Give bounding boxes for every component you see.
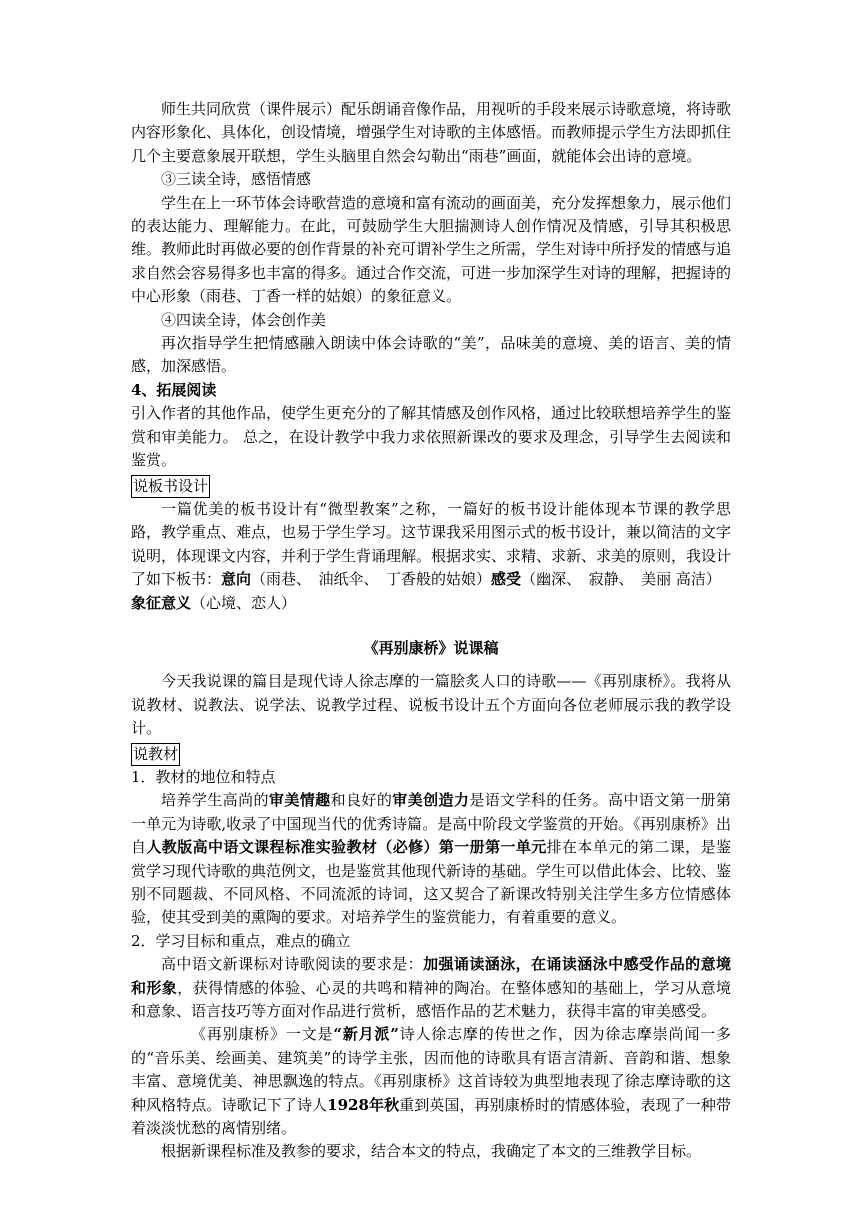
step3-heading: ③三读全诗，感悟情感 bbox=[161, 170, 312, 189]
sub1-body bbox=[131, 789, 731, 929]
sub2-text-a: 高中语文新课标对诗歌阅读的要求是： bbox=[161, 955, 424, 974]
sub1-heading: 1．教材的地位和特点 bbox=[131, 767, 276, 786]
step4-heading: ④四读全诗，体会创作美 bbox=[161, 310, 327, 329]
section4-heading: 4、拓展阅读 bbox=[131, 380, 217, 399]
sub1-text-c: 和良好的 bbox=[330, 791, 393, 810]
sub2-text-c: ，获得情感的体验、心灵的共鸣和精神的陶冶。在整体感知的基础上，学习从意境和意象、语言技巧等方面对作品进行赏析，感悟作品的艺术魅力，获得丰富的审美感受。 bbox=[131, 978, 731, 1021]
sub2-text-d: 《再别康桥》一文是 bbox=[191, 1025, 334, 1044]
sub2-body-2 bbox=[131, 1023, 731, 1140]
board-value-symbolism: （心境、恋人） bbox=[191, 593, 297, 612]
lesson-intro: 今天我说课的篇目是现代诗人徐志摩的一篇脍炙人口的诗歌——《再别康桥》。我将从说教材、说教法、说学法、说教学过程、说板书设计五个方面向各位老师展示我的教学设计。 bbox=[131, 672, 731, 738]
sub2-closing: 根据新课程标准及教参的要求，结合本文的特点，我确定了本文的三维教学目标。 bbox=[161, 1142, 702, 1161]
sub2-heading: 2．学习目标和重点，难点的确立 bbox=[131, 931, 351, 950]
sub1-text-e: 排在本单元的第二课，是鉴赏学习现代诗歌的典范例文，也是鉴赏其他现代新诗的基础。学生可以借此体会、比较、鉴别不同题裁、不同风格、不同流派的诗词，这又契合了新课改特别关注学生多方位情感体验，使其受到美的熏陶的要求。对培养学生的鉴赏能力，有着重要的意义。 bbox=[131, 838, 732, 927]
sub2-bold-requirement: 加强诵读涵泳，在诵读涵泳中感受作品的意境和形象 bbox=[131, 955, 731, 997]
board-key-symbolism: 象征意义 bbox=[131, 593, 192, 612]
sub1-bold-textbook: 人教版高中语文课程标准实验教材（必修）第一册第一单元 bbox=[146, 838, 547, 857]
sub1-text-d: 是语文学科的任务。高中语文第一册第一单元为诗歌,收录了中国现当代的优秀诗篇。是高中阶段文学鉴赏的开始。《再别康桥》出自 bbox=[131, 791, 731, 857]
board-value-feeling: （幽深、 寂静、 美丽 高洁） bbox=[521, 570, 721, 589]
lesson-title: 《再别康桥》说课稿 bbox=[363, 638, 499, 657]
board-key-imagery: 意向 bbox=[221, 570, 252, 589]
appreciation-paragraph: 师生共同欣赏（课件展示）配乐朗诵音像作品，用视听的手段来展示诗歌意境，将诗歌内容形象化、具体化，创设情境，增强学生对诗歌的主体感悟。而教师提示学生方法即抓住几个主要意象展开联想，学生头脑里自然会勾勒出“雨巷”画面，就能体会出诗的意境。 bbox=[131, 100, 732, 165]
board-key-feeling: 感受 bbox=[491, 570, 522, 589]
sub1-bold-aesthetic-taste: 审美情趣 bbox=[268, 791, 331, 810]
board-design-text: 一篇优美的板书设计有“微型教案”之称，一篇好的板书设计能体现本节课的教学思路，教学重点、难点，也易于学生学习。这节课我采用图示式的板书设计，兼以简洁的文字说明，体现课文内容，并利于学生背诵理解。根据求实、求精、求新、求美的原则，我设计了如下板书： bbox=[131, 499, 732, 589]
textbook-label: 说教材 bbox=[131, 743, 180, 766]
sub2-body bbox=[131, 953, 731, 1023]
board-design-body bbox=[131, 498, 731, 615]
document-page bbox=[131, 98, 731, 1164]
textbook-label-row bbox=[131, 741, 731, 766]
board-design-label-row bbox=[131, 473, 731, 498]
step3-body: 学生在上一环节体会诗歌营造的意境和富有流动的画面美，充分发挥想象力，展示他们的表达能力、理解能力。在此，可鼓励学生大胆揣测诗人创作情况及情感，引导其积极思维。教师此时再做必要的创作背景的补充可谓补学生之所需，学生对诗中所抒发的情感与追求自然会容易得多也丰富的得多。通过合作交流，可进一步加深学生对诗的理解，把握诗的中心形象（雨巷、丁香一样的姑娘）的象征意义。 bbox=[131, 193, 732, 306]
sub1-bold-aesthetic-creativity: 审美创造力 bbox=[392, 791, 470, 810]
sub2-bold-crescent-school: “新月派” bbox=[333, 1025, 399, 1044]
step4-body: 再次指导学生把情感融入朗读中体会诗歌的“美”，品味美的意境、美的语言、美的情感，加深感悟。 bbox=[131, 334, 731, 376]
section4-body: 引入作者的其他作品，使学生更充分的了解其情感及创作风格，通过比较联想培养学生的鉴赏和审美能力。 总之，在设计教学中我力求依照新课改的要求及理念，引导学生去阅读和鉴赏。 bbox=[131, 404, 732, 470]
sub2-text-f: 诗人徐志摩的传世之作，因为徐志摩崇尚闻一多的“音乐美、绘画美、建筑美”的诗学主张，因而他的诗歌具有语言清新、音韵和谐、想象丰富、意境优美、神思飘逸的特点。《再别康桥》这首诗较为典型地表现了徐志摩诗歌的这种风格特点。诗歌记下了诗人 bbox=[131, 1025, 731, 1114]
sub1-text-a: 培养学生高尚的 bbox=[161, 791, 269, 810]
sub2-text-h: 重到英国，再别康桥时的情感体验，表现了一种带着淡淡忧愁的离情别绪。 bbox=[131, 1095, 731, 1138]
board-design-label: 说板书设计 bbox=[131, 475, 210, 498]
board-value-imagery: （雨巷、 油纸伞、 丁香般的姑娘） bbox=[251, 570, 492, 589]
sub2-bold-date: 1928年秋 bbox=[327, 1095, 400, 1114]
